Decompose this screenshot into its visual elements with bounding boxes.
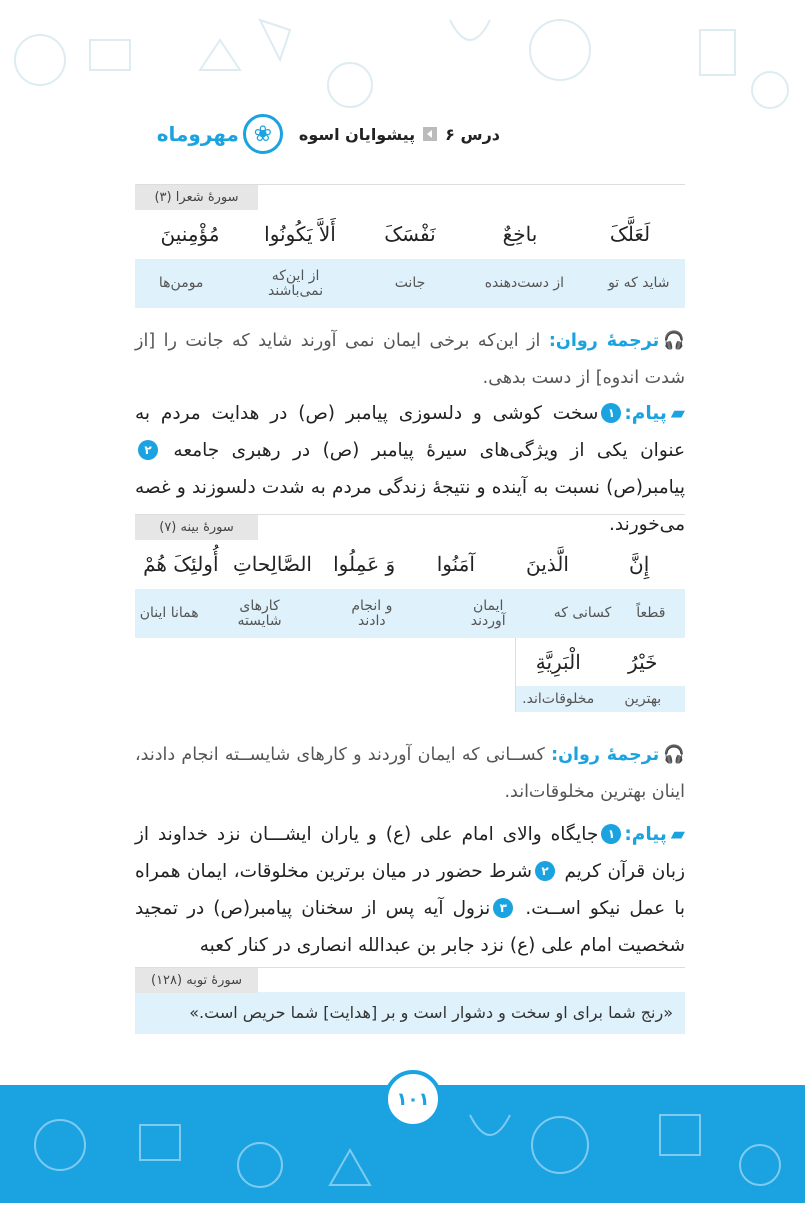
number-badge: ۲	[535, 861, 555, 881]
lesson-number: درس ۶	[445, 124, 500, 144]
message-text: سخت کوشی و دلسوزی پیامبر (ص) در هدایت مردم به عنوان یکی از ویژگی‌های سیرهٔ پیامبر (ص) در رهبری جامعه	[135, 403, 685, 461]
translation-word: از این‌که نمی‌باشند	[268, 267, 324, 299]
arrow-icon	[423, 127, 437, 141]
arabic-word: الْبَرِیَّةِ	[535, 650, 581, 674]
arabic-row	[135, 539, 685, 589]
message-2	[135, 816, 685, 964]
translation-word: شاید که تو	[608, 275, 670, 292]
surah-label: سورهٔ بینه (۷)	[135, 515, 258, 540]
message-text: شرط حضور در میان برترین مخلوقات، ایمان همراه با عمل نیکو اســت.	[135, 861, 685, 919]
fluent-translation-1	[135, 323, 685, 397]
number-badge: ۳	[493, 898, 513, 918]
translation-word: جانت	[394, 275, 426, 292]
arabic-word: إِنَّ	[629, 552, 650, 576]
message-icon: ▰	[670, 824, 685, 845]
fluent-translation-2	[135, 737, 685, 811]
translation-word: کارهای شایسته	[237, 597, 282, 629]
translation-text: کســانی که ایمان آوردند و کارهای شایســته انجام دادند، اینان بهترین مخلوقات‌اند.	[135, 745, 685, 802]
doodle-background	[0, 0, 805, 120]
translation-word: و انجام دادند	[351, 597, 393, 629]
translation-row	[135, 589, 685, 638]
verse-table-shoara	[135, 184, 685, 308]
arabic-word: الَّذینَ	[526, 552, 569, 576]
arabic-word: آمَنُوا	[436, 552, 475, 576]
page-number: ۱۰۱	[384, 1070, 442, 1128]
translation-word: مومن‌ها	[158, 275, 204, 292]
message-text: نزول آیه پس از سخنان پیامبر(ص) در تمجید شخصیت امام علی (ع) نزد جابر بن عبدالله انصاری در کنار کعبه	[135, 898, 685, 956]
message-label: پیام:	[624, 403, 667, 424]
message-text: پیامبر(ص) نسبت به آینده و نتیجهٔ زندگی مردم به شدت دلسوزند و غصه می‌خورند.	[135, 477, 685, 535]
arabic-word: باخِعٌ	[502, 222, 538, 246]
translation-text: از این‌که برخی ایمان نمی آورند شاید که جانت را [از شدت اندوه] از دست بدهی.	[135, 331, 685, 388]
arabic-word: خَیْرُ	[628, 650, 658, 674]
translation-word: مخلوقات‌اند.	[522, 690, 595, 707]
headphones-icon: 🎧	[663, 331, 685, 351]
page-header	[140, 112, 500, 156]
translation-label: ترجمهٔ روان:	[551, 745, 660, 765]
arabic-row-2	[516, 638, 685, 686]
arabic-row	[135, 209, 685, 259]
headphones-icon: 🎧	[663, 745, 685, 765]
translation-row	[135, 259, 685, 308]
butterfly-icon: ❀	[243, 114, 283, 154]
number-badge: ۱	[601, 824, 621, 844]
verse-table-bayyina	[135, 514, 685, 712]
translation-word: کسانی که	[553, 605, 612, 622]
message-icon: ▰	[670, 403, 685, 424]
translation-word: قطعاً	[636, 605, 666, 622]
arabic-word: نَفْسَکَ	[384, 222, 436, 246]
surah-label: سورهٔ توبه (۱۲۸)	[135, 968, 258, 993]
arabic-word: وَ عَمِلُوا	[333, 552, 396, 576]
translation-word: همانا اینان	[139, 605, 199, 622]
lesson-title: پیشوایان اسوه	[298, 124, 416, 144]
translation-word: از دست‌دهنده	[484, 275, 565, 292]
arabic-word: أُولئِکَ هُمْ	[143, 552, 219, 576]
arabic-word: الصَّالِحاتِ	[232, 552, 312, 576]
verse-translation: «رنج شما برای او سخت و دشوار است و بر [هدایت] شما حریص است.»	[135, 992, 685, 1034]
logo-text: مهروماه	[156, 122, 239, 146]
arabic-word: أَلاَّ یَکُونُوا	[264, 222, 336, 246]
arabic-word: لَعَلَّکَ	[609, 222, 651, 246]
logo	[157, 114, 283, 154]
translation-label: ترجمهٔ روان:	[548, 331, 660, 351]
translation-word: بهترین	[624, 690, 662, 707]
verse-table-tawba	[135, 967, 685, 1034]
translation-word: ایمان آوردند	[470, 597, 506, 629]
number-badge: ۱	[601, 403, 621, 423]
arabic-word: مُؤْمِنینَ	[160, 222, 220, 246]
message-text: جایگاه والای امام علی (ع) و یاران ایشـــان نزد خداوند از زبان قرآن کریم	[135, 824, 685, 882]
message-label: پیام:	[624, 824, 667, 845]
surah-label: سورهٔ شعرا (۳)	[135, 185, 258, 210]
translation-row-2	[516, 686, 685, 712]
number-badge: ۲	[138, 440, 158, 460]
